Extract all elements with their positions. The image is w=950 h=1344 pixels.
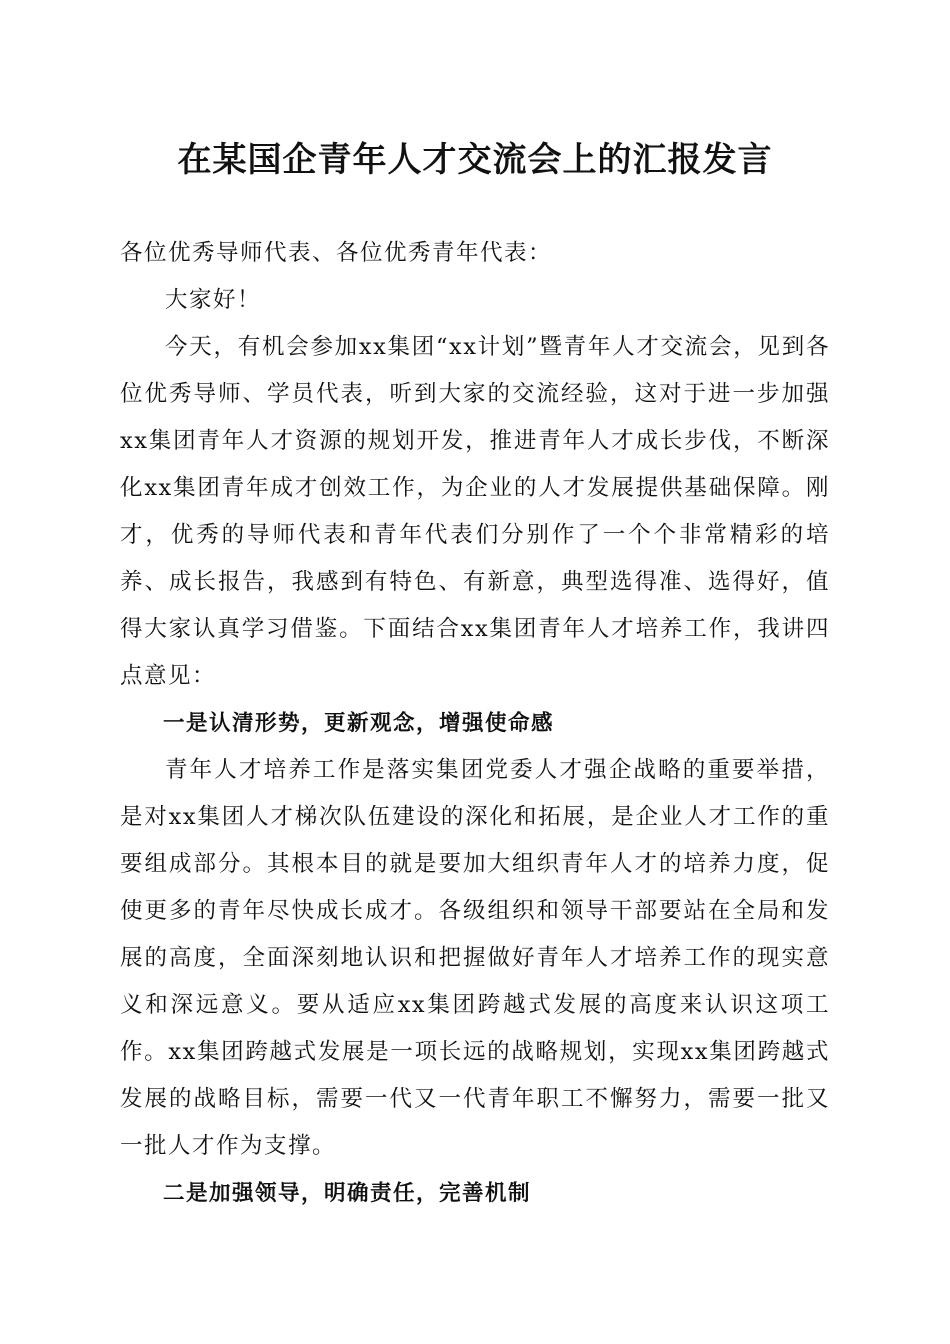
greeting: 大家好！ <box>165 287 262 313</box>
salutation: 各位优秀导师代表、各位优秀青年代表： <box>120 240 553 266</box>
document-body <box>120 230 830 1217</box>
intro-paragraph: 今天，有机会参加xx集团“xx计划”暨青年人才交流会，见到各位优秀导师、学员代表，听到大家的交流经验，这对于进一步加强xx集团青年人才资源的规划开发，推进青年人才成长步伐，不断深化xx集团青年成才创效工作，为企业的人才发展提供基础保障。刚才，优秀的导师代表和青年代表们分别作了一个个非常精彩的培养、成长报告，我感到有特色、有新意，典型选得准、选得好，值得大家认真学习借鉴。下面结合xx集团青年人才培养工作，我讲四点意见： <box>120 334 830 689</box>
section-heading-2: 二是加强领导，明确责任，完善机制 <box>163 1181 532 1206</box>
page-title: 在某国企青年人才交流会上的汇报发言 <box>177 140 773 180</box>
section-body-1: 青年人才培养工作是落实集团党委人才强企战略的重要举措，是对xx集团人才梯次队伍建设的深化和拓展，是企业人才工作的重要组成部分。其根本目的就是要加大组织青年人才的培养力度，促使更多的青年尽快成长成才。各级组织和领导干部要站在全局和发展的高度，全面深刻地认识和把握做好青年人才培养工作的现实意义和深远意义。要从适应xx集团跨越式发展的高度来认识这项工作。xx集团跨越式发展是一项长远的战略规划，实现xx集团跨越式发展的战略目标，需要一代又一代青年职工不懈努力，需要一批又一批人才作为支撑。 <box>120 757 830 1159</box>
section-heading-1: 一是认清形势，更新观念，增强使命感 <box>163 711 555 736</box>
